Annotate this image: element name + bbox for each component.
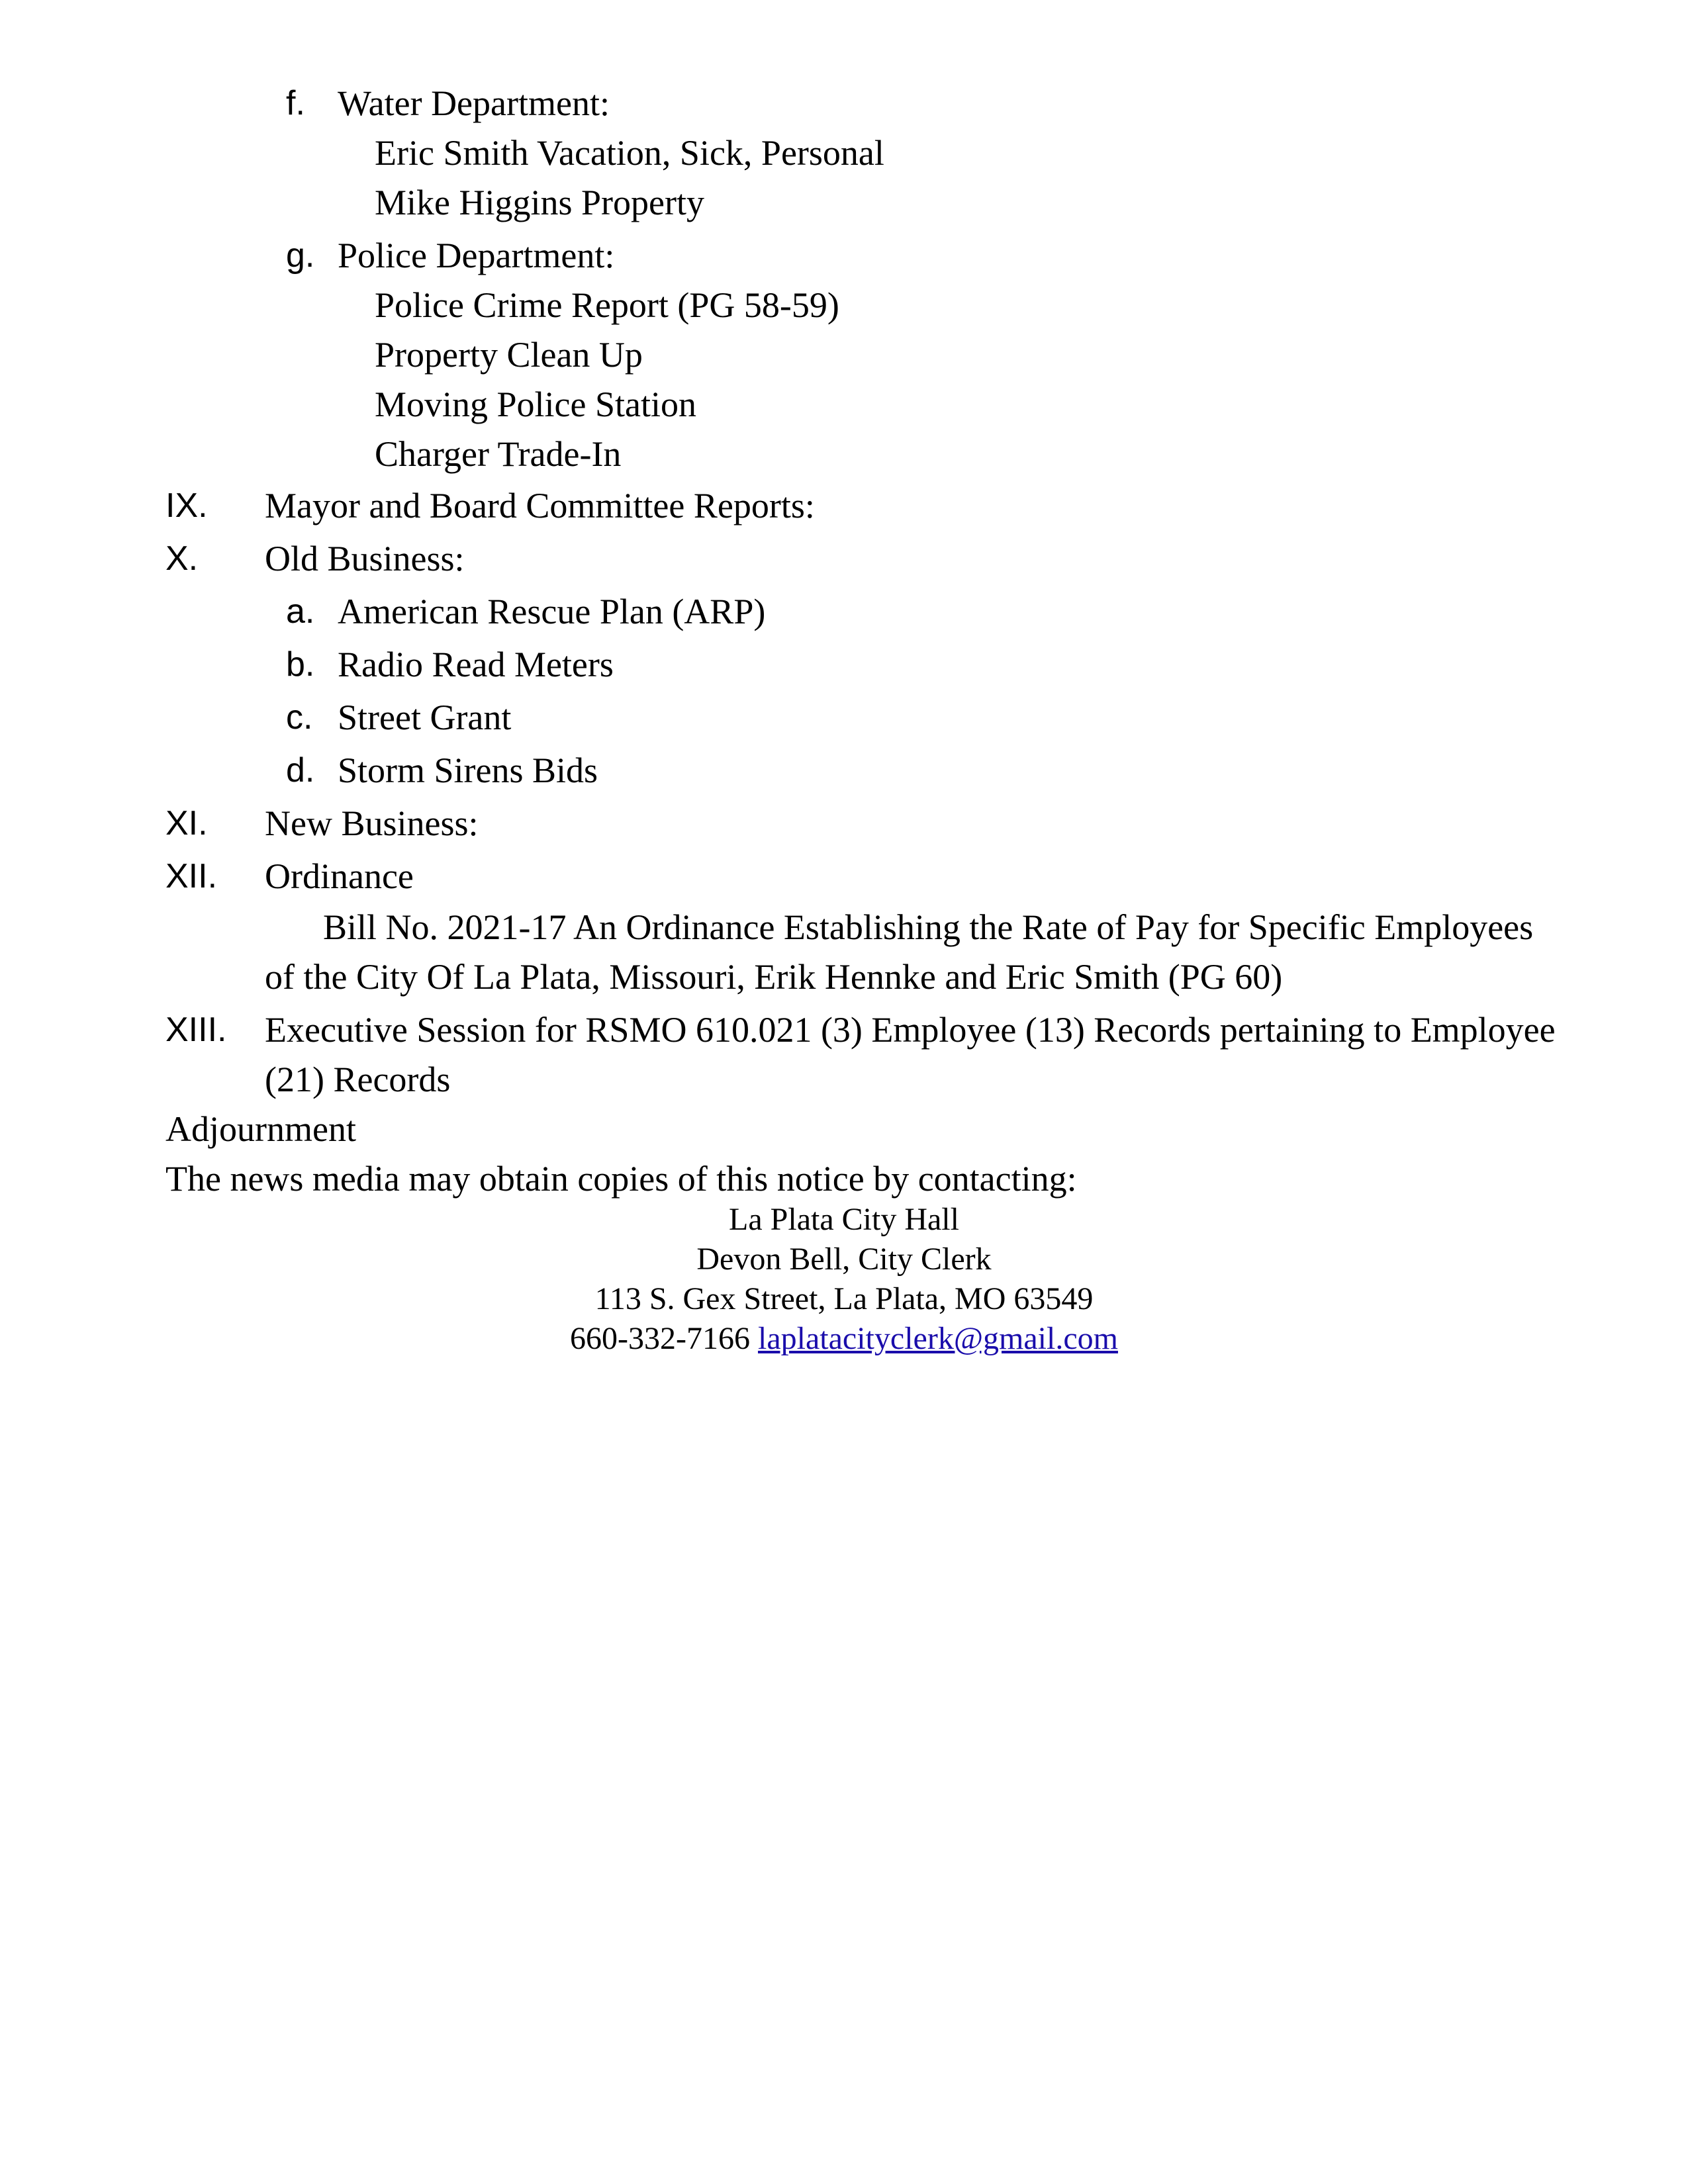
item-marker-g: g. xyxy=(286,236,315,275)
section-x-title: Old Business: xyxy=(265,539,465,578)
contact-phone: 660-332-7166 xyxy=(570,1321,750,1356)
police-department-heading: Police Department: xyxy=(338,236,615,275)
media-notice: The news media may obtain copies of this notice by contacting: xyxy=(165,1159,1077,1199)
old-business-item: Radio Read Meters xyxy=(338,645,614,684)
executive-session-text: Executive Session for RSMO 610.021 (3) Employee (13) Records pertaining to Employee xyxy=(265,1010,1556,1050)
executive-session-text: (21) Records xyxy=(265,1060,451,1099)
item-marker-f: f. xyxy=(286,84,305,122)
ordinance-bill-text: Bill No. 2021-17 An Ordinance Establishing the Rate of Pay for Specific Employees xyxy=(323,907,1534,947)
section-marker-xiii: XIII. xyxy=(165,1011,227,1049)
item-marker-b: b. xyxy=(286,645,315,684)
item-marker-a: a. xyxy=(286,592,315,631)
item-marker-d: d. xyxy=(286,751,315,790)
contact-address: 113 S. Gex Street, La Plata, MO 63549 xyxy=(594,1281,1094,1316)
section-marker-x: X. xyxy=(165,539,199,578)
item-marker-c: c. xyxy=(286,698,313,737)
contact-office: La Plata City Hall xyxy=(729,1202,959,1237)
water-item: Mike Higgins Property xyxy=(375,183,704,222)
ordinance-bill-text: of the City Of La Plata, Missouri, Erik Hennke and Eric Smith (PG 60) xyxy=(265,957,1283,997)
contact-clerk: Devon Bell, City Clerk xyxy=(696,1242,992,1277)
contact-line xyxy=(0,1320,1688,1357)
section-marker-xii: XII. xyxy=(165,857,218,895)
contact-email-link[interactable]: laplatacityclerk@gmail.com xyxy=(757,1321,1118,1356)
police-item: Property Clean Up xyxy=(375,335,643,375)
section-marker-xi: XI. xyxy=(165,804,208,842)
section-marker-ix: IX. xyxy=(165,486,208,525)
water-item: Eric Smith Vacation, Sick, Personal xyxy=(375,133,884,173)
old-business-item: American Rescue Plan (ARP) xyxy=(338,592,766,631)
section-xi-title: New Business: xyxy=(265,803,479,843)
old-business-item: Street Grant xyxy=(338,698,512,737)
adjournment: Adjournment xyxy=(165,1109,356,1149)
old-business-item: Storm Sirens Bids xyxy=(338,751,598,790)
police-item: Police Crime Report (PG 58-59) xyxy=(375,285,839,325)
section-ix-title: Mayor and Board Committee Reports: xyxy=(265,486,815,525)
section-xii-title: Ordinance xyxy=(265,856,414,896)
police-item: Charger Trade-In xyxy=(375,434,622,474)
water-department-heading: Water Department: xyxy=(338,83,610,123)
police-item: Moving Police Station xyxy=(375,385,696,424)
